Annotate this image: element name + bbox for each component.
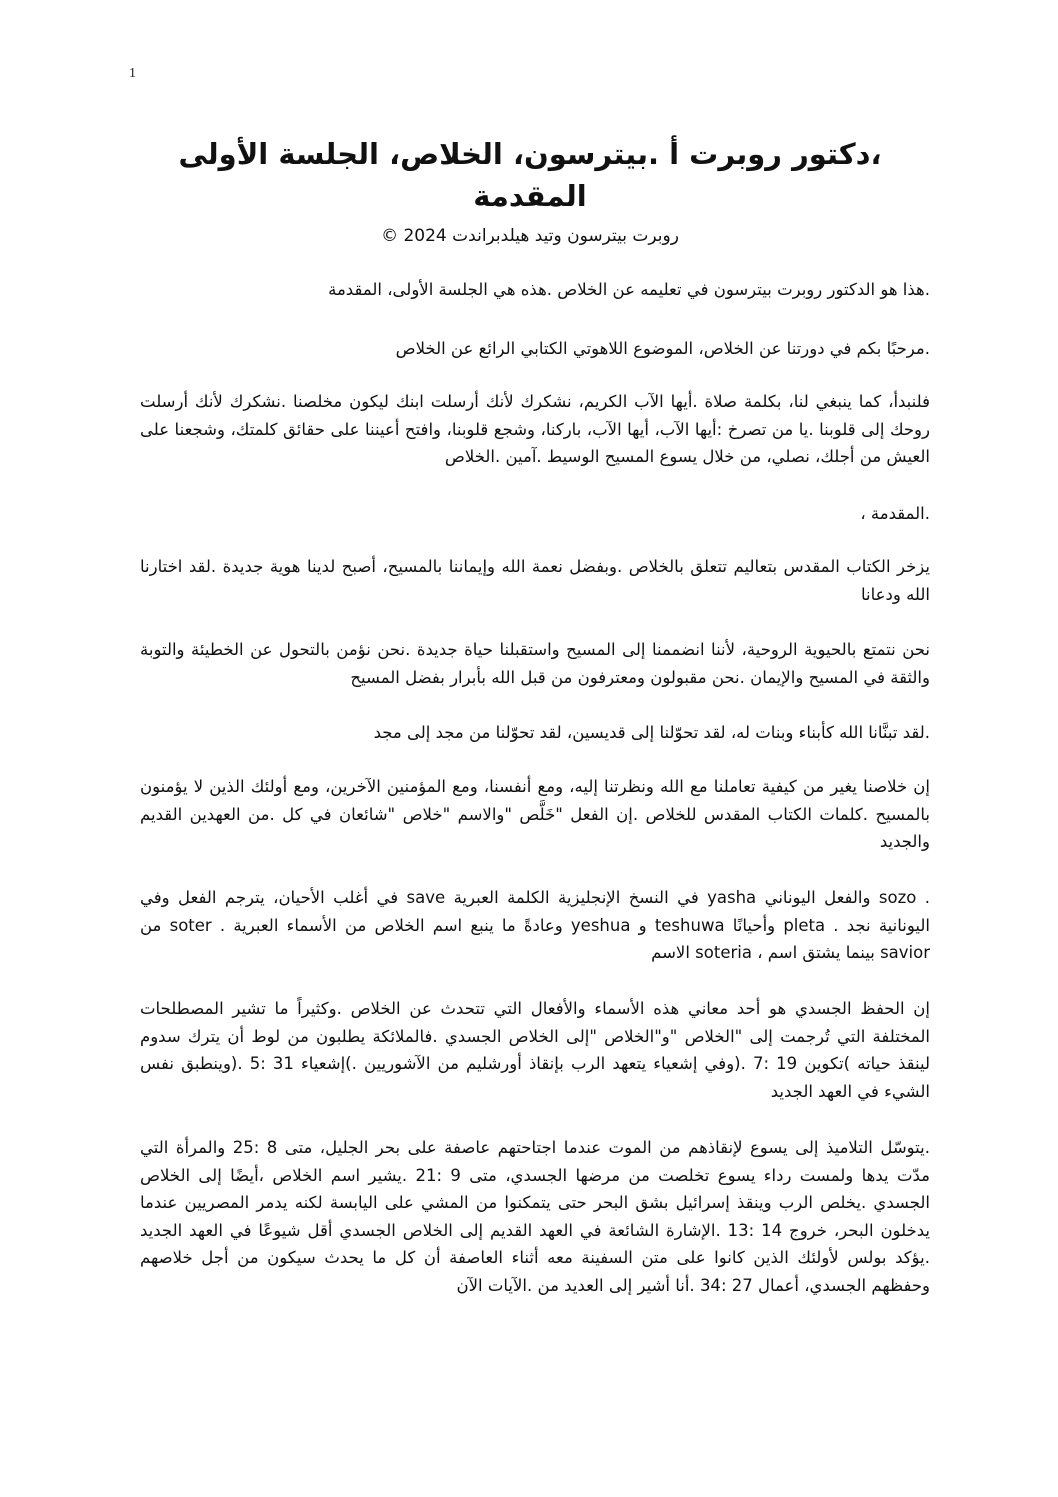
page-number: 1 (129, 66, 136, 81)
paragraph-disciples: .يتوسّل التلاميذ إلى يسوع لإنقاذهم من الموت عندما اجتاحتهم عاصفة على بحر الجليل، متى 8 :25 والمرأة التي مدّت يدها ولمست رداء يسوع تخلصت من مرضها الجسدي، متى 9 :21 .يشير اسم الخلاص ،أيضًا إلى الخلاص الجسدي .يخلص الرب وينقذ إسرائيل بشق البحر حتى يتمكنوا من المشي على اليابسة لكنه يدمر المصريين عندما يدخلون البحر، خروج 14 :13 .الإشارة الشائعة في العهد القديم إلى الخلاص الجسدي أقل شيوعًا في العهد الجديد .يؤكد بولس لأولئك الذين كانوا على متن السفينة معه أثناء العاصفة أن كل ما يحدث سيكون من أجل خلاصهم وحفظهم الجسدي، أعمال 27 :34 .أنا أشير إلى العديد من .الآيات الآن (140, 1138, 930, 1295)
paragraph-adoption: .لقد تبنَّانا الله كأبناء وبنات له، لقد تحوّلنا إلى قديسين، لقد تحوّلنا من مجد إلى مجد (373, 723, 930, 742)
paragraph-teachings: يزخر الكتاب المقدس بتعاليم تتعلق بالخلاص .وبفضل نعمة الله وإيماننا بالمسيح، أصبح لدينا هوية جديدة .لقد اختارنا الله ودعانا (140, 557, 930, 604)
paragraph-welcome: .مرحبًا بكم في دورتنا عن الخلاص، الموضوع اللاهوتي الكتابي الرائع عن الخلاص (395, 339, 930, 358)
paragraph-intro: .هذا هو الدكتور روبرت بيترسون في تعليمه عن الخلاص .هذه هي الجلسة الأولى، المقدمة (328, 280, 930, 299)
paragraph-spiritual-life: نحن نتمتع بالحيوية الروحية، لأننا انضممنا إلى المسيح واستقبلنا حياة جديدة .نحن نؤمن بالتحول عن الخطيئة والتوبة والثقة في المسيح والإيمان .نحن مقبولون ومعترفون من قبل الله بأبرار بفضل المسيح (140, 640, 930, 687)
paragraph-physical-preservation: إن الحفظ الجسدي هو أحد معاني هذه الأسماء والأفعال التي تتحدث عن الخلاص .وكثيراً ما تشير المصطلحات المختلفة التي تُرجمت إلى "الخلاص "و"الخلاص "إلى الخلاص الجسدي .فالملائكة يطلبون من لوط أن يترك سدوم لينقذ حياته )تكوين 19 :7 .(وفي إشعياء يتعهد الرب بإنقاذ أورشليم من الآشوريين .)إشعياء 31 :5 .(وينطبق نفس الشيء في العهد الجديد (140, 999, 930, 1101)
document-title: ،دكتور روبرت أ .بيترسون، الخلاص، الجلسة الأولى المقدمة (178, 137, 882, 213)
paragraph-salvation-changes: إن خلاصنا يغير من كيفية تعاملنا مع الله ونظرتنا إليه، ومع أنفسنا، ومع المؤمنين الآخرين، ومع أولئك الذين لا يؤمنون بالمسيح .كلمات الكتاب المقدس للخلاص .إن الفعل "خَلَّص "والاسم "خلاص "شائعان في كل .من العهدين القديم والجديد (140, 777, 930, 851)
paragraph-prayer: فلنبدأ، كما ينبغي لنا، بكلمة صلاة .أيها الآب الكريم، نشكرك لأنك أرسلت ابنك ليكون مخلصنا .نشكرك لأنك أرسلت روحك إلى قلوبنا .يا من تصرخ :أيها الآب، أيها الآب، باركنا، وشجع قلوبنا، وافتح أعيننا على حقائق كلمتك، وشجعنا على العيش من أجلك، نصلي، من خلال يسوع المسيح الوسيط .آمين .الخلاص (140, 392, 930, 466)
copyright-line: روبرت بيترسون وتيد هيلدبراندت 2024 © (381, 226, 679, 246)
section-heading-introduction: .المقدمة ، (860, 504, 930, 523)
paragraph-word-terms: . sozo والفعل اليوناني yasha في النسخ الإنجليزية الكلمة العبرية save في أغلب الأحيان، يترجم الفعل وفي اليونانية نجد . pleta وأحيانًا teshuwa و yeshua وعادةً ما ينبع اسم الخلاص من الأسماء العبرية . soter من savior بينما يشتق اسم ، soteria الاسم (140, 888, 930, 962)
